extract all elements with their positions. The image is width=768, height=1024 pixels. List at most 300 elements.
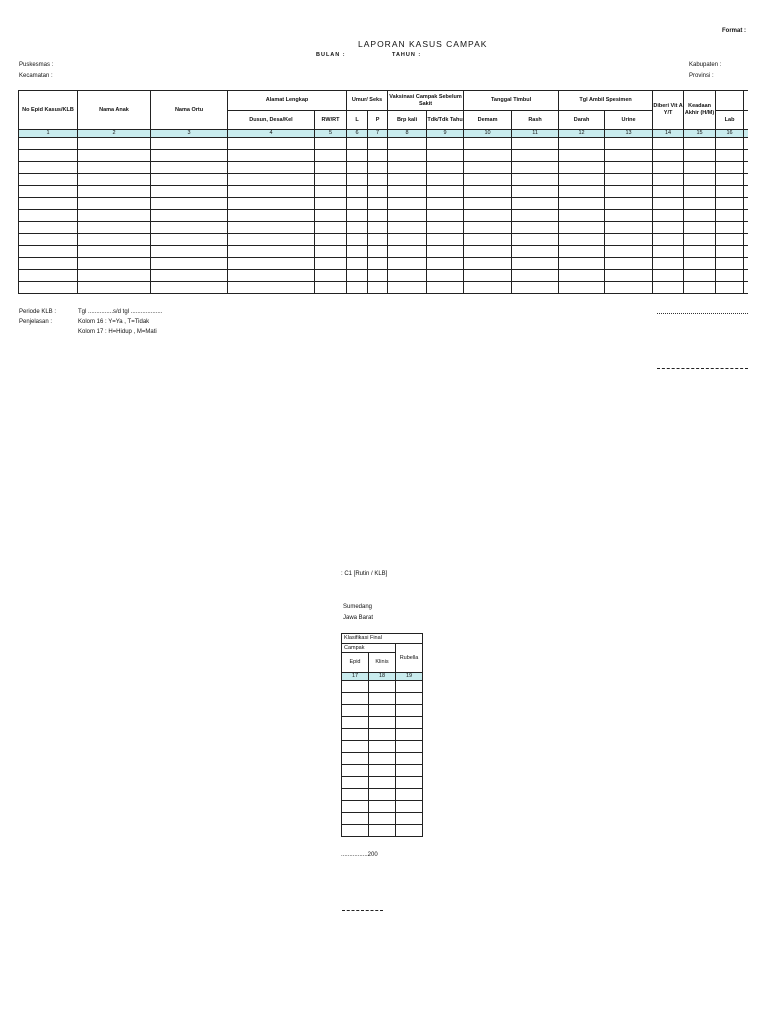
table-row [342, 789, 423, 801]
header-tgl-spesimen: Tgl Ambil Spesimen [559, 91, 653, 111]
table-cell [427, 198, 464, 210]
table-row [342, 717, 423, 729]
table-cell [347, 162, 368, 174]
table-cell [512, 282, 559, 294]
table-cell [716, 234, 744, 246]
table-cell [78, 258, 151, 270]
table-cell [369, 741, 396, 753]
table-cell [427, 282, 464, 294]
col-num: 8 [388, 130, 427, 138]
table-cell [512, 138, 559, 150]
table-cell [342, 729, 369, 741]
table-cell [396, 777, 423, 789]
table-cell [684, 258, 716, 270]
table-cell [653, 186, 684, 198]
kolom16-note: Kolom 16 : Y=Ya , T=Tidak [78, 319, 150, 325]
table-cell [369, 753, 396, 765]
table-cell [228, 138, 315, 150]
table-cell [427, 234, 464, 246]
table-cell [427, 162, 464, 174]
table-cell [151, 234, 228, 246]
table-cell [315, 270, 347, 282]
table-cell [151, 150, 228, 162]
provinsi-value: Jawa Barat [343, 615, 374, 621]
table-cell [228, 174, 315, 186]
table-cell [315, 198, 347, 210]
date-line: ................200 [341, 852, 378, 858]
table-cell [315, 162, 347, 174]
table-cell [151, 210, 228, 222]
table-cell [342, 777, 369, 789]
table-cell [78, 210, 151, 222]
table-cell [78, 186, 151, 198]
table-cell [427, 258, 464, 270]
table-row [342, 729, 423, 741]
table-cell [151, 282, 228, 294]
table-cell [315, 210, 347, 222]
table-row [19, 162, 749, 174]
header-epid: Epid [342, 653, 369, 673]
table-cell [347, 138, 368, 150]
table-cell [228, 186, 315, 198]
table-cell [228, 198, 315, 210]
kabupaten-value: Sumedang [343, 604, 373, 610]
table-cell [427, 138, 464, 150]
classification-number-row [342, 673, 423, 681]
table-cell [605, 270, 653, 282]
table-cell [559, 138, 605, 150]
table-cell [605, 282, 653, 294]
table-cell [512, 174, 559, 186]
table-cell [396, 753, 423, 765]
table-cell [151, 222, 228, 234]
table-cell [744, 246, 748, 258]
table-row [19, 282, 749, 294]
table-cell [151, 162, 228, 174]
table-cell [744, 186, 748, 198]
table-cell [78, 246, 151, 258]
table-cell [684, 282, 716, 294]
table-cell [512, 186, 559, 198]
table-cell [368, 282, 388, 294]
table-cell [684, 186, 716, 198]
table-cell [342, 801, 369, 813]
table-cell [396, 705, 423, 717]
table-cell [315, 282, 347, 294]
table-cell [19, 234, 78, 246]
table-cell [605, 162, 653, 174]
col-num: 19 [396, 673, 423, 681]
table-row [19, 174, 749, 186]
table-cell [388, 270, 427, 282]
header-blank [716, 91, 744, 111]
signature-line-2 [342, 910, 383, 911]
table-cell [369, 693, 396, 705]
periode-value: Tgl ...............s/d tgl ................... [78, 309, 163, 315]
col-num: 13 [605, 130, 653, 138]
table-cell [388, 234, 427, 246]
table-cell [512, 222, 559, 234]
table-row [19, 222, 749, 234]
table-cell [512, 150, 559, 162]
table-cell [315, 138, 347, 150]
table-cell [342, 753, 369, 765]
header-darah: Darah [559, 111, 605, 130]
table-cell [559, 162, 605, 174]
header-vit-a: Diberi Vit A Y/T [653, 91, 684, 130]
table-row [342, 693, 423, 705]
col-num: 3 [151, 130, 228, 138]
col-num: 18 [369, 673, 396, 681]
table-cell [464, 282, 512, 294]
table-cell [19, 222, 78, 234]
table-cell [605, 186, 653, 198]
table-cell [19, 138, 78, 150]
table-cell [744, 258, 748, 270]
table-cell [716, 222, 744, 234]
table-cell [388, 174, 427, 186]
table-cell [388, 210, 427, 222]
col-num: 9 [427, 130, 464, 138]
col-num: 15 [684, 130, 716, 138]
classification-table [341, 633, 423, 837]
table-cell [744, 138, 748, 150]
table-cell [368, 270, 388, 282]
table-cell [396, 801, 423, 813]
table-cell [315, 186, 347, 198]
table-cell [653, 246, 684, 258]
table-row [19, 270, 749, 282]
table-cell [716, 270, 744, 282]
table-cell [396, 729, 423, 741]
table-cell [369, 825, 396, 837]
signature-line [657, 368, 748, 369]
table-cell [19, 282, 78, 294]
table-cell [684, 150, 716, 162]
table-cell [369, 801, 396, 813]
table-cell [388, 186, 427, 198]
table-cell [368, 186, 388, 198]
table-cell [396, 681, 423, 693]
table-cell [347, 234, 368, 246]
table-cell [368, 246, 388, 258]
table-cell [427, 210, 464, 222]
table-cell [716, 210, 744, 222]
header-lab: Lab [716, 111, 744, 130]
table-cell [716, 186, 744, 198]
col-num: 12 [559, 130, 605, 138]
table-cell [464, 138, 512, 150]
table-cell [684, 222, 716, 234]
table-cell [78, 174, 151, 186]
table-cell [512, 246, 559, 258]
case-report-table [18, 90, 748, 294]
col-num: 4 [228, 130, 315, 138]
table-cell [347, 150, 368, 162]
table-cell [368, 234, 388, 246]
header-keadaan: Keadaan Akhir (H/M) [684, 91, 716, 130]
table-cell [228, 246, 315, 258]
table-cell [315, 174, 347, 186]
table-row [342, 813, 423, 825]
table-cell [559, 150, 605, 162]
table-cell [369, 729, 396, 741]
format-label: Format : [722, 28, 746, 34]
header-campak: Campak [342, 644, 396, 653]
table-cell [653, 210, 684, 222]
table-cell [347, 186, 368, 198]
table-cell [653, 150, 684, 162]
table-cell [151, 198, 228, 210]
col-num: 14 [653, 130, 684, 138]
table-cell [464, 210, 512, 222]
table-cell [347, 246, 368, 258]
header-tdk-tahu: Tdk/Tdk Tahu [427, 111, 464, 130]
table-cell [368, 174, 388, 186]
table-cell [228, 258, 315, 270]
table-cell [512, 198, 559, 210]
table-cell [427, 186, 464, 198]
table-cell [347, 198, 368, 210]
table-cell [342, 765, 369, 777]
col-num: 1 [19, 130, 78, 138]
table-cell [744, 150, 748, 162]
table-row [342, 753, 423, 765]
table-cell [368, 222, 388, 234]
table-cell [605, 234, 653, 246]
table-cell [716, 162, 744, 174]
table-cell [151, 138, 228, 150]
table-cell [369, 777, 396, 789]
table-cell [19, 258, 78, 270]
kabupaten-label: Kabupaten : [689, 62, 722, 68]
table-cell [653, 270, 684, 282]
table-cell [464, 174, 512, 186]
table-cell [559, 234, 605, 246]
table-cell [744, 282, 748, 294]
table-cell [368, 198, 388, 210]
table-cell [151, 174, 228, 186]
header-tanggal-timbul: Tanggal Timbul [464, 91, 559, 111]
header-rubella: Rubella [396, 644, 423, 673]
table-cell [19, 270, 78, 282]
table-cell [427, 270, 464, 282]
month-label: BULAN : [316, 52, 346, 58]
table-cell [228, 270, 315, 282]
table-cell [78, 222, 151, 234]
table-cell [605, 150, 653, 162]
table-cell [559, 174, 605, 186]
col-num: 17 [342, 673, 369, 681]
table-cell [347, 222, 368, 234]
table-cell [427, 150, 464, 162]
table-cell [396, 813, 423, 825]
table-row [19, 150, 749, 162]
table-cell [716, 258, 744, 270]
table-cell [512, 162, 559, 174]
table-cell [716, 198, 744, 210]
table-cell [684, 246, 716, 258]
table-cell [605, 258, 653, 270]
table-cell [464, 150, 512, 162]
year-label: TAHUN : [392, 52, 422, 58]
table-row [19, 258, 749, 270]
table-cell [605, 210, 653, 222]
table-cell [347, 270, 368, 282]
header-klasifikasi: Klasifikasi Final [342, 634, 423, 644]
table-cell [342, 813, 369, 825]
table-row [19, 138, 749, 150]
col-num: 2 [78, 130, 151, 138]
table-cell [368, 210, 388, 222]
table-row [342, 741, 423, 753]
table-cell [388, 138, 427, 150]
table-row [19, 210, 749, 222]
table-cell [19, 186, 78, 198]
table-cell [605, 198, 653, 210]
table-cell [464, 198, 512, 210]
table-cell [342, 705, 369, 717]
table-cell [464, 234, 512, 246]
table-cell [369, 681, 396, 693]
table-cell [151, 270, 228, 282]
table-cell [684, 162, 716, 174]
table-cell [369, 705, 396, 717]
table-cell [744, 234, 748, 246]
table-cell [369, 717, 396, 729]
table-cell [388, 246, 427, 258]
table-cell [368, 258, 388, 270]
table-cell [315, 222, 347, 234]
table-cell [315, 258, 347, 270]
table-cell [388, 198, 427, 210]
col-num: 6 [347, 130, 368, 138]
table-cell [228, 222, 315, 234]
table-cell [512, 210, 559, 222]
table-cell [347, 210, 368, 222]
table-cell [464, 162, 512, 174]
table-cell [78, 150, 151, 162]
header-rw-rt: RW/RT [315, 111, 347, 130]
table-cell [427, 246, 464, 258]
header-alamat: Alamat Lengkap [228, 91, 347, 111]
table-cell [228, 282, 315, 294]
col-num: 11 [512, 130, 559, 138]
table-cell [342, 789, 369, 801]
header-dusun: Dusun, Desa/Kel [228, 111, 315, 130]
header-p: P [368, 111, 388, 130]
table-cell [342, 741, 369, 753]
table-row [342, 777, 423, 789]
table-cell [19, 150, 78, 162]
table-cell [315, 246, 347, 258]
header-rash: Rash [512, 111, 559, 130]
table-cell [369, 789, 396, 801]
table-row [342, 801, 423, 813]
header-nama-anak: Nama Anak [78, 91, 151, 130]
table-cell [684, 138, 716, 150]
col-num: 7 [368, 130, 388, 138]
table-cell [396, 741, 423, 753]
table-cell [653, 198, 684, 210]
table-cell [716, 282, 744, 294]
table-cell [512, 258, 559, 270]
table-cell [684, 198, 716, 210]
table-cell [228, 150, 315, 162]
table-cell [605, 174, 653, 186]
header-vaksinasi: Vaksinasi Campak Sebelum Sakit [388, 91, 464, 111]
table-cell [653, 282, 684, 294]
table-cell [512, 270, 559, 282]
table-cell [464, 258, 512, 270]
table-cell [369, 813, 396, 825]
table-cell [78, 138, 151, 150]
table-cell [744, 222, 748, 234]
table-cell [315, 150, 347, 162]
header-no-epid: No Epid Kasus/KLB [19, 91, 78, 130]
table-cell [605, 138, 653, 150]
table-cell [464, 222, 512, 234]
table-cell [744, 162, 748, 174]
table-cell [368, 162, 388, 174]
table-cell [653, 258, 684, 270]
table-cell [78, 234, 151, 246]
table-cell [684, 210, 716, 222]
table-row [19, 234, 749, 246]
table-cell [342, 681, 369, 693]
table-cell [559, 186, 605, 198]
kecamatan-label: Kecamatan : [19, 73, 53, 79]
table-cell [396, 765, 423, 777]
table-cell [78, 270, 151, 282]
table-row [342, 765, 423, 777]
header-umur-seks: Umur/ Seks [347, 91, 388, 111]
table-cell [228, 210, 315, 222]
table-cell [559, 270, 605, 282]
table-cell [388, 150, 427, 162]
table-cell [653, 138, 684, 150]
table-cell [396, 717, 423, 729]
table-cell [559, 258, 605, 270]
table-cell [78, 282, 151, 294]
table-cell [605, 222, 653, 234]
table-cell [347, 258, 368, 270]
table-cell [19, 198, 78, 210]
table-cell [512, 234, 559, 246]
table-cell [559, 246, 605, 258]
table-cell [388, 222, 427, 234]
table-cell [396, 693, 423, 705]
table-cell [464, 186, 512, 198]
format-value: : C1 [Rutin / KLB] [341, 571, 388, 577]
table-cell [396, 789, 423, 801]
table-cell [151, 246, 228, 258]
penjelasan-label: Penjelasan : [19, 319, 53, 325]
table-cell [368, 138, 388, 150]
header-demam: Demam [464, 111, 512, 130]
table-cell [716, 246, 744, 258]
table-cell [396, 825, 423, 837]
table-cell [464, 270, 512, 282]
table-cell [369, 765, 396, 777]
table-cell [427, 174, 464, 186]
table-row [342, 825, 423, 837]
table-cell [744, 198, 748, 210]
header-nama-ortu: Nama Ortu [151, 91, 228, 130]
col-num-extra [744, 130, 748, 138]
table-cell [684, 234, 716, 246]
table-cell [228, 162, 315, 174]
